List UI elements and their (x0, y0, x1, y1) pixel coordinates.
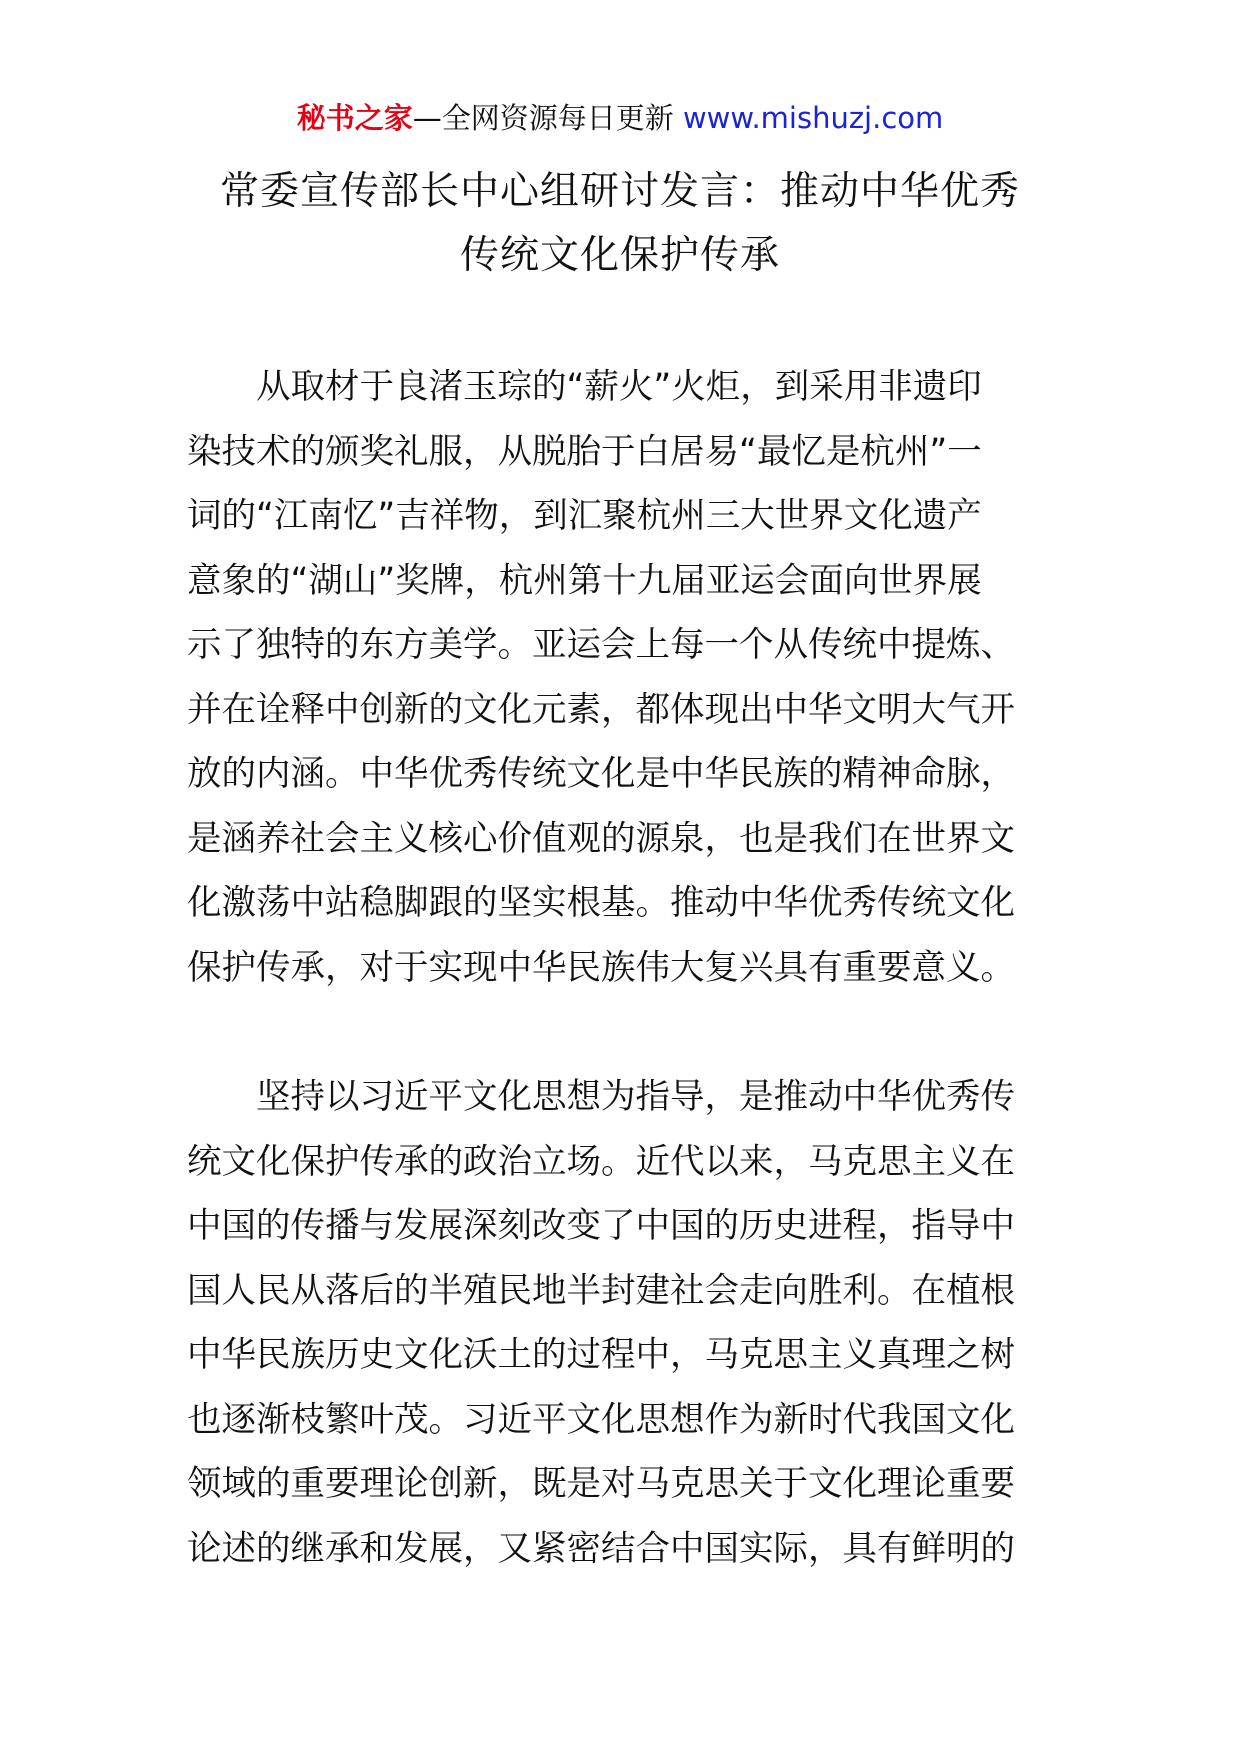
paragraph-line: 是涵养社会主义核心价值观的源泉，也是我们在世界文 (187, 818, 1015, 859)
paragraph-line: 词的“江南忆”吉祥物，到汇聚杭州三大世界文化遗产 (187, 496, 982, 536)
brand-name: 秘书之家 (296, 101, 413, 135)
paragraph-line: 中国的传播与发展深刻改变了中国的历史进程，指导中 (187, 1206, 1015, 1246)
header-slogan: —全网资源每日更新 (412, 101, 674, 135)
paragraph-line: 中华民族历史文化沃土的过程中，马克思主义真理之树 (187, 1335, 1015, 1375)
paragraph-line: 从取材于良渚玉琮的“薪火”火炬，到采用非遗印 (187, 367, 982, 407)
site-header (0, 98, 1240, 138)
paragraph-line: 意象的“湖山”奖牌，杭州第十九届亚运会面向世界展 (187, 560, 982, 601)
paragraph-line: 国人民从落后的半殖民地半封建社会走向胜利。在植根 (187, 1270, 1015, 1311)
paragraph-line: 染技术的颁奖礼服，从脱胎于白居易“最忆是杭州”一 (187, 431, 982, 472)
paragraph-line: 保护传承，对于实现中华民族伟大复兴具有重要意义。 (187, 947, 1015, 988)
document-title (190, 160, 1050, 288)
paragraph-2 (187, 1065, 1053, 1581)
paragraph-line: 也逐渐枝繁叶茂。习近平文化思想作为新时代我国文化 (187, 1399, 1015, 1440)
paragraph-line: 领域的重要理论创新，既是对马克思关于文化理论重要 (187, 1464, 1015, 1504)
paragraph-line: 统文化保护传承的政治立场。近代以来，马克思主义在 (187, 1141, 1015, 1182)
paragraph-line: 放的内涵。中华优秀传统文化是中华民族的精神命脉， (187, 754, 1015, 794)
site-url-link[interactable]: www.mishuzj.com (682, 101, 944, 135)
paragraph-1 (187, 355, 1053, 1000)
title-line-1: 常委宣传部长中心组研讨发言：推动中华优秀 (219, 169, 1020, 214)
paragraph-line: 论述的继承和发展，又紧密结合中国实际，具有鲜明的 (187, 1528, 1015, 1569)
paragraph-line: 并在诠释中创新的文化元素，都体现出中华文明大气开 (187, 689, 1015, 730)
paragraph-line: 示了独特的东方美学。亚运会上每一个从传统中提炼、 (187, 625, 1015, 665)
paragraph-line: 化激荡中站稳脚跟的坚实根基。推动中华优秀传统文化 (187, 883, 1015, 923)
paragraph-line: 坚持以习近平文化思想为指导，是推动中华优秀传 (187, 1077, 1015, 1117)
title-line-2: 传统文化保护传承 (459, 233, 780, 278)
